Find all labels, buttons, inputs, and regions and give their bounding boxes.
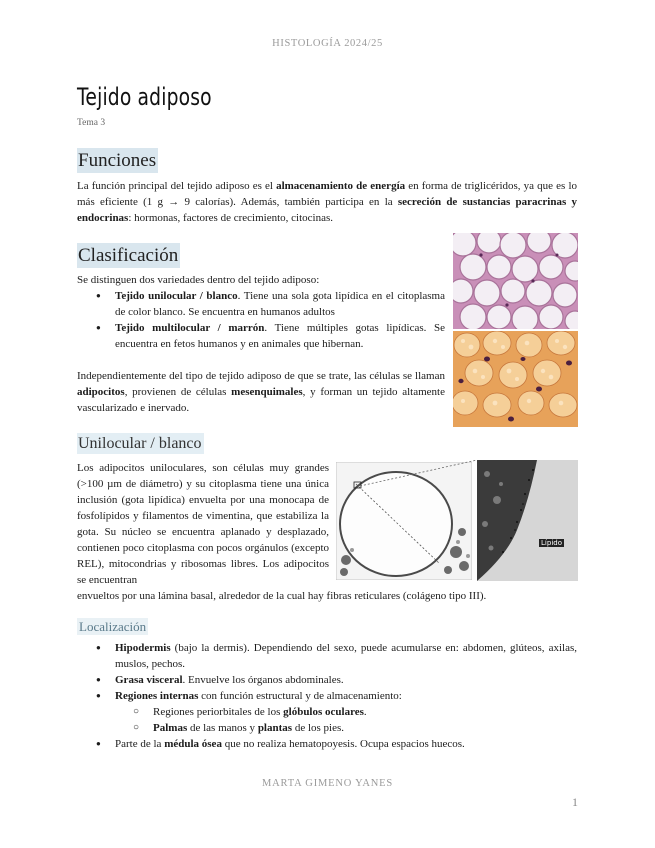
list-subitem: ○ Palmas de las manos y plantas de los pies. bbox=[77, 720, 577, 736]
heading-funciones: Funciones bbox=[78, 150, 157, 171]
localizacion-list bbox=[77, 640, 577, 752]
list-item: ● Tejido multilocular / marrón. Tiene múltiples gotas lipídicas. Se encuentra en fetos humanos y en animales que hibernan. bbox=[77, 320, 445, 352]
heading-clasificacion: Clasificación bbox=[78, 245, 179, 266]
em-connector-line bbox=[360, 458, 480, 488]
page-subtitle: Tema 3 bbox=[77, 118, 106, 128]
list-item: ● Grasa visceral. Envuelve los órganos abdominales. bbox=[77, 672, 577, 688]
unilocular-paragraph: Los adipocitos uniloculares, son células muy grandes (>100 µm de diámetro) y su citoplasma tiene una única inclusión (gota lipídica) envuelta por una monocapa de fosfolípidos y filamentos de vimentina, que estabiliza la gota. Su núcleo se encuentra aplanado y desplazado, contienen poco citoplasma con pocos orgánulos (excepto REL), mitocondrias y ribosomas libres. Los adipocitos se encuentran bbox=[77, 462, 329, 586]
page-title: Tejido adiposo bbox=[77, 83, 212, 111]
running-header: HISTOLOGÍA 2024/25 bbox=[272, 38, 383, 49]
heading-localizacion: Localización bbox=[79, 619, 147, 634]
em-detail-image bbox=[477, 460, 578, 581]
clasificacion-intro: Se distinguen dos variedades dentro del tejido adiposo: bbox=[77, 274, 320, 286]
white-adipose-micrograph bbox=[453, 233, 578, 329]
heading-unilocular: Unilocular / blanco bbox=[78, 435, 202, 452]
list-item: ● Tejido unilocular / blanco. Tiene una sola gota lipídica en el citoplasma de color blanco. Se encuentra en humanos adultos bbox=[77, 288, 445, 320]
funciones-paragraph: La función principal del tejido adiposo es el almacenamiento de energía en forma de triglicéridos, ya que es lo más eficiente (1 g → 9 calorías). Además, también participa en la secreción de sustancias paracrinas y endocrinas: hormonas, factores de crecimiento, citocinas. bbox=[77, 180, 577, 224]
page-footer-author: MARTA GIMENO YANES bbox=[262, 778, 393, 789]
list-subitem: ○ Regiones periorbitales de los glóbulos oculares. bbox=[77, 704, 577, 720]
list-item: ● Regiones internas con función estructural y de almacenamiento: bbox=[77, 688, 577, 704]
brown-adipose-micrograph bbox=[453, 331, 578, 427]
page-number: 1 bbox=[572, 795, 578, 809]
em-label-lipido: Lípido bbox=[541, 539, 562, 547]
unilocular-paragraph-tail: envueltos por una lámina basal, alrededor de la cual hay fibras reticulares (colágeno tipo III). bbox=[77, 590, 487, 602]
adipocitos-paragraph: Independientemente del tipo de tejido adiposo de que se trate, las células se llaman adipocitos, provienen de células mesenquimales, y forman un tejido altamente vascularizado e inervado. bbox=[77, 370, 445, 414]
list-item: ● Hipodermis (bajo la dermis). Dependiendo del sexo, puede acumularse en: abdomen, glúteos, axilas, muslos, pechos. bbox=[77, 640, 577, 672]
clasificacion-list bbox=[77, 288, 445, 352]
list-item: ● Parte de la médula ósea que no realiza hematopoyesis. Ocupa espacios huecos. bbox=[77, 736, 577, 752]
